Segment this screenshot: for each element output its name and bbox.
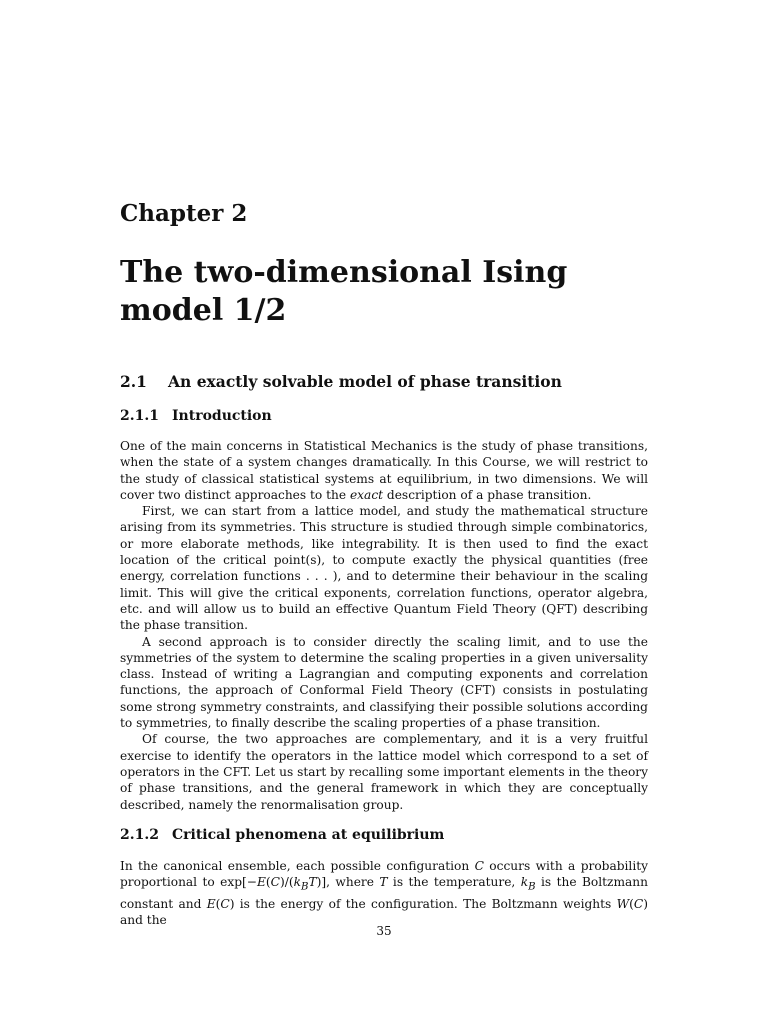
math-var: T <box>308 875 317 890</box>
math-var: T <box>379 875 388 890</box>
section-title: An exactly solvable model of phase transition <box>168 372 562 391</box>
text-run: One of the main concerns in Statistical Mechanics is the study of phase transitions, when the state of a system changes dramatically. In this Course, we will restrict to the study of classical statistical systems at equilibrium, in two dimensions. We will cover two distinct approaches to the <box>120 439 648 502</box>
text-run: occurs with a probability proportional to exp[− <box>120 859 649 890</box>
emphasis: exact <box>349 487 384 502</box>
introduction-body <box>120 438 648 813</box>
text-run: is the temperature, <box>387 875 521 890</box>
paragraph: First, we can start from a lattice model, and study the mathematical structure arising from its symmetries. This structure is studied through simple combinatorics, or more elaborate methods, like integrability. It is then used to find the exact location of the critical point(s), to compute exactly the physical quantities (free energy, correlation functions . . . ), and to determine their behaviour in the scaling limit. This will give the critical exponents, correlation functions, operator algebra, etc. and will allow us to build an effective Quantum Field Theory (QFT) describing the phase transition. <box>120 504 648 633</box>
paragraph: Of course, the two approaches are complementary, and it is a very fruitful exercise to identify the operators in the lattice model which correspond to a set of operators in the CFT. Let us start by recalling some important elements in the theory of phase transitions, and the general framework in which they are conceptually described, namely the renormalisation group. <box>120 732 648 812</box>
section-number: 2.1 <box>120 372 147 391</box>
text-run: )], where <box>316 875 380 890</box>
math-var: C <box>633 897 644 912</box>
math-subscript: B <box>528 881 536 893</box>
math-var: E <box>257 875 266 890</box>
text-run: ( <box>265 875 271 890</box>
math-var: C <box>474 859 484 873</box>
text-run: description of a phase transition. <box>383 487 592 502</box>
text-run: )/( <box>280 875 294 890</box>
paragraph: A second approach is to consider directly the scaling limit, and to use the symmetries of the system to determine the scaling properties in a given universality class. Instead of writing a Lagrangian and computing exponents and correlation functions, the approach of Conformal Field Theory (CFT) consists in postulating some strong symmetry constraints, and classifying their possible solutions according to symmetries, to finally describe the scaling properties of a phase transition. <box>120 634 648 731</box>
critical-body <box>120 858 648 929</box>
math-var: k <box>520 875 529 890</box>
text-run: ) is the energy of the configuration. The Boltzmann weights <box>229 897 617 912</box>
subsection-title: Critical phenomena at equilibrium <box>172 827 445 843</box>
math-var: W <box>616 897 630 912</box>
math-var: C <box>270 875 280 890</box>
math-var: k <box>293 875 302 890</box>
page-number: 35 <box>376 924 392 938</box>
subsection-number: 2.1.1 <box>120 408 159 424</box>
subsection-title: Introduction <box>172 408 272 424</box>
text-run: ( <box>215 897 221 912</box>
math-var: C <box>220 897 230 912</box>
subsection-heading-critical <box>120 827 444 843</box>
subsection-heading-introduction <box>120 408 272 424</box>
text-run: is the Boltzmann constant and <box>120 875 648 912</box>
text-run: ) and the <box>120 897 648 928</box>
chapter-title: The two-dimensional Ising model 1/2 <box>120 255 568 328</box>
paragraph <box>120 438 648 503</box>
math-subscript: B <box>301 881 309 893</box>
math-var: E <box>206 897 216 912</box>
paragraph <box>120 858 648 929</box>
subsection-number: 2.1.2 <box>120 827 159 843</box>
chapter-label: Chapter 2 <box>120 200 248 227</box>
text-run: In the canonical ensemble, each possible configuration <box>120 859 475 873</box>
text-run: ( <box>629 897 634 912</box>
section-heading <box>120 372 562 391</box>
